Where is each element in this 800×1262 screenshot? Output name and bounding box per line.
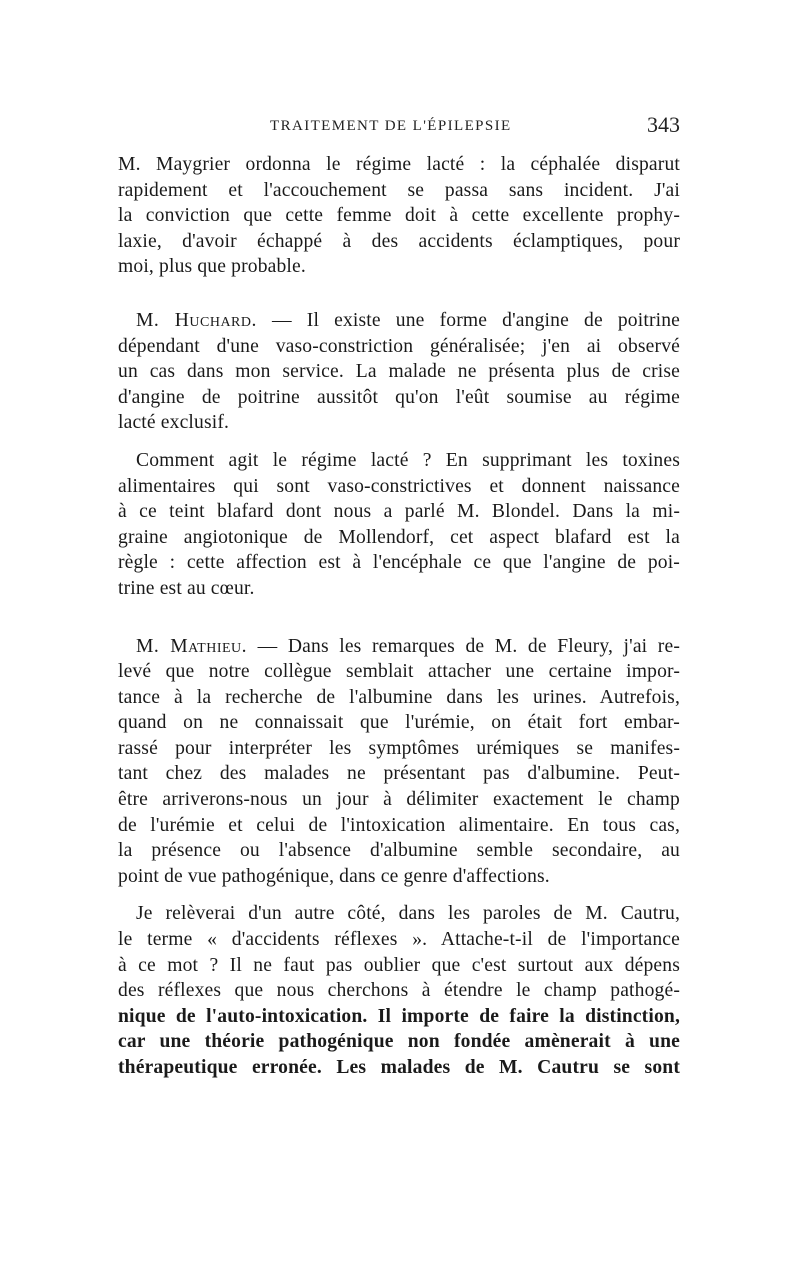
paragraph <box>118 634 680 890</box>
text-line: tance à la recherche de l'albumine dans les urines. Autrefois, <box>118 686 680 708</box>
document-page <box>118 112 680 1081</box>
running-title: TRAITEMENT DE L'ÉPILEPSIE <box>270 118 512 134</box>
text-line: Comment agit le régime lacté ? En supprimant les toxines <box>136 449 680 471</box>
text-line: la présence ou l'absence d'albumine semble secondaire, au <box>118 840 680 862</box>
text-line: le terme « d'accidents réflexes ». Attache-t-il de l'importance <box>118 929 680 951</box>
text-line: règle : cette affection est à l'encéphale ce que l'angine de poi- <box>118 552 680 574</box>
text-line: point de vue pathogénique, dans ce genre d'affections. <box>118 865 550 887</box>
text-line: rassé pour interpréter les symptômes urémiques se manifes- <box>118 737 680 759</box>
text-line: moi, plus que probable. <box>118 256 306 278</box>
text-line: un cas dans mon service. La malade ne présenta plus de crise <box>118 361 680 383</box>
text-line: car une théorie pathogénique non fondée amènerait à une <box>118 1031 680 1053</box>
text-fragment: — Il existe une forme d'angine de poitrine <box>256 309 680 331</box>
text-line <box>118 308 680 334</box>
speaker-name: M. Huchard. <box>136 309 257 331</box>
text-line: M. Maygrier ordonna le régime lacté : la céphalée disparut <box>118 154 680 175</box>
paragraph <box>118 901 680 1080</box>
text-fragment: — Dans les remarques de M. de Fleury, j'ai re- <box>247 635 680 657</box>
paragraph <box>118 152 680 280</box>
text-line: Je relèverai d'un autre côté, dans les paroles de M. Cautru, <box>136 903 680 925</box>
text-line: de l'urémie et celui de l'intoxication alimentaire. En tous cas, <box>118 814 680 836</box>
text-line: alimentaires qui sont vaso-constrictives et donnent naissance <box>118 475 680 497</box>
text-line: à ce mot ? Il ne faut pas oublier que c'est surtout aux dépens <box>118 954 680 976</box>
text-line: être arriverons-nous un jour à délimiter exactement le champ <box>118 789 680 811</box>
page-number: 343 <box>647 112 680 137</box>
paragraph <box>118 448 680 602</box>
running-header <box>118 112 680 152</box>
text-line: rapidement et l'accouchement se passa sans incident. J'ai <box>118 179 680 201</box>
text-line: thérapeutique erronée. Les malades de M. Cautru se sont <box>118 1057 680 1078</box>
text-line <box>118 634 680 660</box>
text-line: quand on ne connaissait que l'urémie, on était fort embar- <box>118 712 680 734</box>
text-line: lacté exclusif. <box>118 412 230 434</box>
text-line: des réflexes que nous cherchons à étendre le champ pathogé- <box>118 980 680 1002</box>
text-line: nique de l'auto-intoxication. Il importe de faire la distinction, <box>118 1005 680 1027</box>
speaker-name: M. Mathieu. <box>136 635 248 657</box>
paragraph <box>118 308 680 436</box>
text-line: graine angiotonique de Mollendorf, cet aspect blafard est la <box>118 526 680 548</box>
text-line: tant chez des malades ne présentant pas d'albumine. Peut- <box>118 763 680 785</box>
text-line: trine est au cœur. <box>118 577 255 599</box>
text-line: laxie, d'avoir échappé à des accidents éclamptiques, pour <box>118 230 680 252</box>
text-line: à ce teint blafard dont nous a parlé M. Blondel. Dans la mi- <box>118 501 680 523</box>
text-line: levé que notre collègue semblait attacher une certaine impor- <box>118 661 680 683</box>
text-line: la conviction que cette femme doit à cette excellente prophy- <box>118 205 680 227</box>
text-line: dépendant d'une vaso-constriction généralisée; j'en ai observé <box>118 335 680 357</box>
text-line: d'angine de poitrine aussitôt qu'on l'eût soumise au régime <box>118 386 680 408</box>
